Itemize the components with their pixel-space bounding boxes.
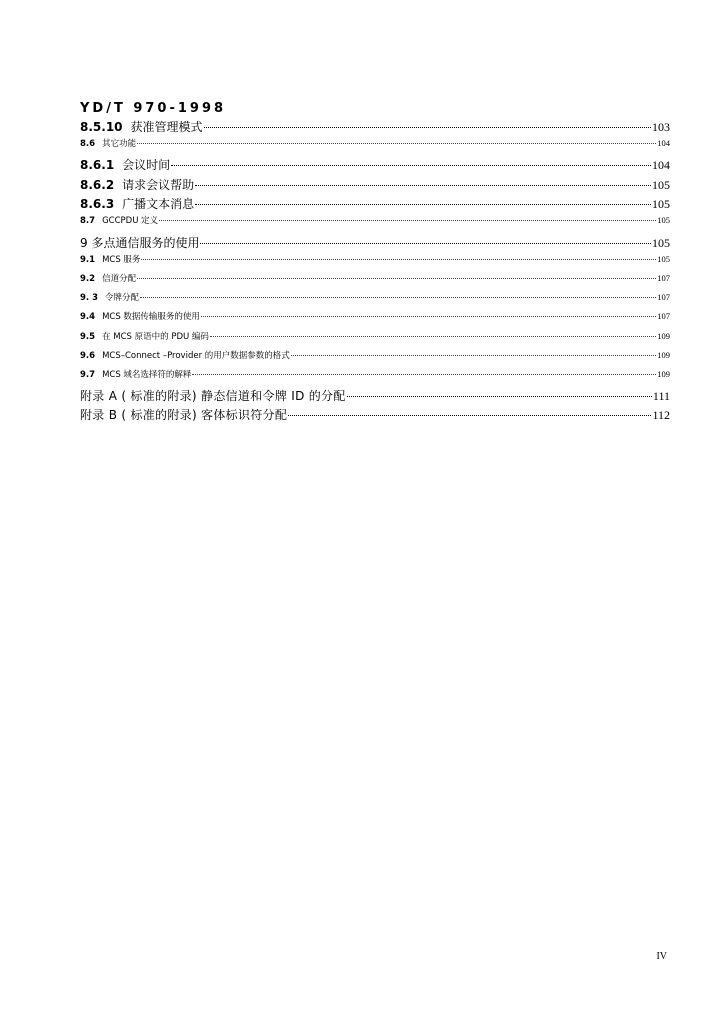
toc-entry-page: 107	[657, 292, 670, 303]
toc-entry-number: 8.5.10	[80, 120, 123, 134]
document-header: YD/T 970-1998	[80, 101, 227, 116]
toc-entry-number: 9.4	[80, 312, 96, 323]
toc-entry-number: 9. 3	[80, 293, 99, 304]
toc-entry	[80, 272, 670, 291]
dot-leader	[201, 316, 656, 317]
toc-entry	[80, 195, 670, 214]
dot-leader	[140, 297, 656, 298]
table-of-contents	[80, 118, 670, 426]
toc-entry-page: 105	[652, 197, 670, 212]
toc-entry-page: 105	[652, 235, 670, 250]
toc-entry-page: 109	[657, 368, 670, 379]
dot-leader	[291, 355, 656, 356]
toc-entry-title: 在 MCS 原语中的 PDU 编码	[102, 331, 209, 342]
dot-leader	[288, 415, 651, 416]
toc-entry-number: 8.6.3	[80, 197, 115, 212]
dot-leader	[195, 204, 651, 205]
toc-entry-number: 8.6.1	[80, 158, 115, 173]
toc-entry-number: 9.1	[80, 254, 96, 265]
toc-entry-number: 8.7	[80, 216, 96, 227]
toc-entry	[80, 387, 670, 406]
toc-entry	[80, 253, 670, 272]
toc-entry-title: GCCPDU 定义	[102, 216, 159, 227]
dot-leader	[210, 336, 656, 337]
toc-entry-title: 其它功能	[102, 139, 137, 150]
toc-entry	[80, 368, 670, 387]
toc-entry-page: 109	[657, 330, 670, 341]
toc-entry-number: 8.6.2	[80, 177, 115, 192]
dot-leader	[347, 396, 652, 397]
dot-leader	[159, 220, 656, 221]
toc-entry-title: 会议时间	[122, 158, 171, 173]
toc-entry-title: MCS–Connect –Provider 的用户数据参数的格式	[102, 350, 290, 361]
toc-entry-title: 9 多点通信服务的使用	[80, 235, 200, 250]
toc-entry-page: 105	[657, 215, 670, 226]
toc-entry-number: 9.7	[80, 369, 96, 380]
toc-entry-page: 111	[652, 389, 670, 404]
toc-entry-page: 105	[657, 253, 670, 264]
toc-entry	[80, 176, 670, 195]
dot-leader	[141, 259, 656, 260]
toc-entry-page: 107	[657, 273, 670, 284]
toc-entry-title: 信道分配	[102, 274, 137, 285]
toc-entry-title: 附录 A ( 标准的附录) 静态信道和令牌 ID 的分配	[80, 389, 346, 404]
toc-entry	[80, 137, 670, 156]
dot-leader	[200, 243, 651, 244]
toc-entry-title: 获准管理模式	[130, 120, 203, 134]
toc-entry	[80, 310, 670, 329]
dot-leader	[137, 278, 656, 279]
toc-entry-title: MCS 服务	[102, 254, 141, 265]
toc-entry	[80, 291, 670, 310]
page-number: IV	[656, 951, 667, 962]
toc-entry-title: 广播文本消息	[122, 197, 195, 212]
dot-leader	[137, 143, 656, 144]
toc-entry	[80, 156, 670, 175]
toc-entry	[80, 406, 670, 425]
toc-entry-title: MCS 数据传输服务的使用	[102, 312, 200, 323]
toc-entry-page: 104	[652, 158, 670, 173]
toc-entry-number: 9.5	[80, 331, 96, 342]
toc-entry	[80, 118, 670, 137]
toc-entry-number: 9.2	[80, 274, 96, 285]
dot-leader	[192, 374, 656, 375]
toc-entry	[80, 214, 670, 233]
toc-entry-page: 112	[652, 408, 670, 423]
toc-entry-page: 109	[657, 349, 670, 360]
toc-entry-title: MCS 域名选择符的解释	[102, 369, 192, 380]
dot-leader	[204, 127, 651, 128]
toc-entry	[80, 234, 670, 253]
toc-entry-number: 9.6	[80, 350, 96, 361]
toc-entry-title: 请求会议帮助	[122, 177, 195, 192]
toc-entry-page: 104	[657, 138, 670, 149]
toc-entry-page: 107	[657, 311, 670, 322]
toc-entry-title: 令牌分配	[105, 293, 140, 304]
dot-leader	[195, 185, 651, 186]
toc-entry	[80, 330, 670, 349]
toc-entry-page: 105	[652, 177, 670, 192]
toc-entry-title: 附录 B ( 标准的附录) 客体标识符分配	[80, 408, 288, 423]
toc-entry-number: 8.6	[80, 139, 96, 150]
dot-leader	[171, 165, 651, 166]
toc-entry-page: 103	[652, 120, 670, 134]
toc-entry	[80, 349, 670, 368]
